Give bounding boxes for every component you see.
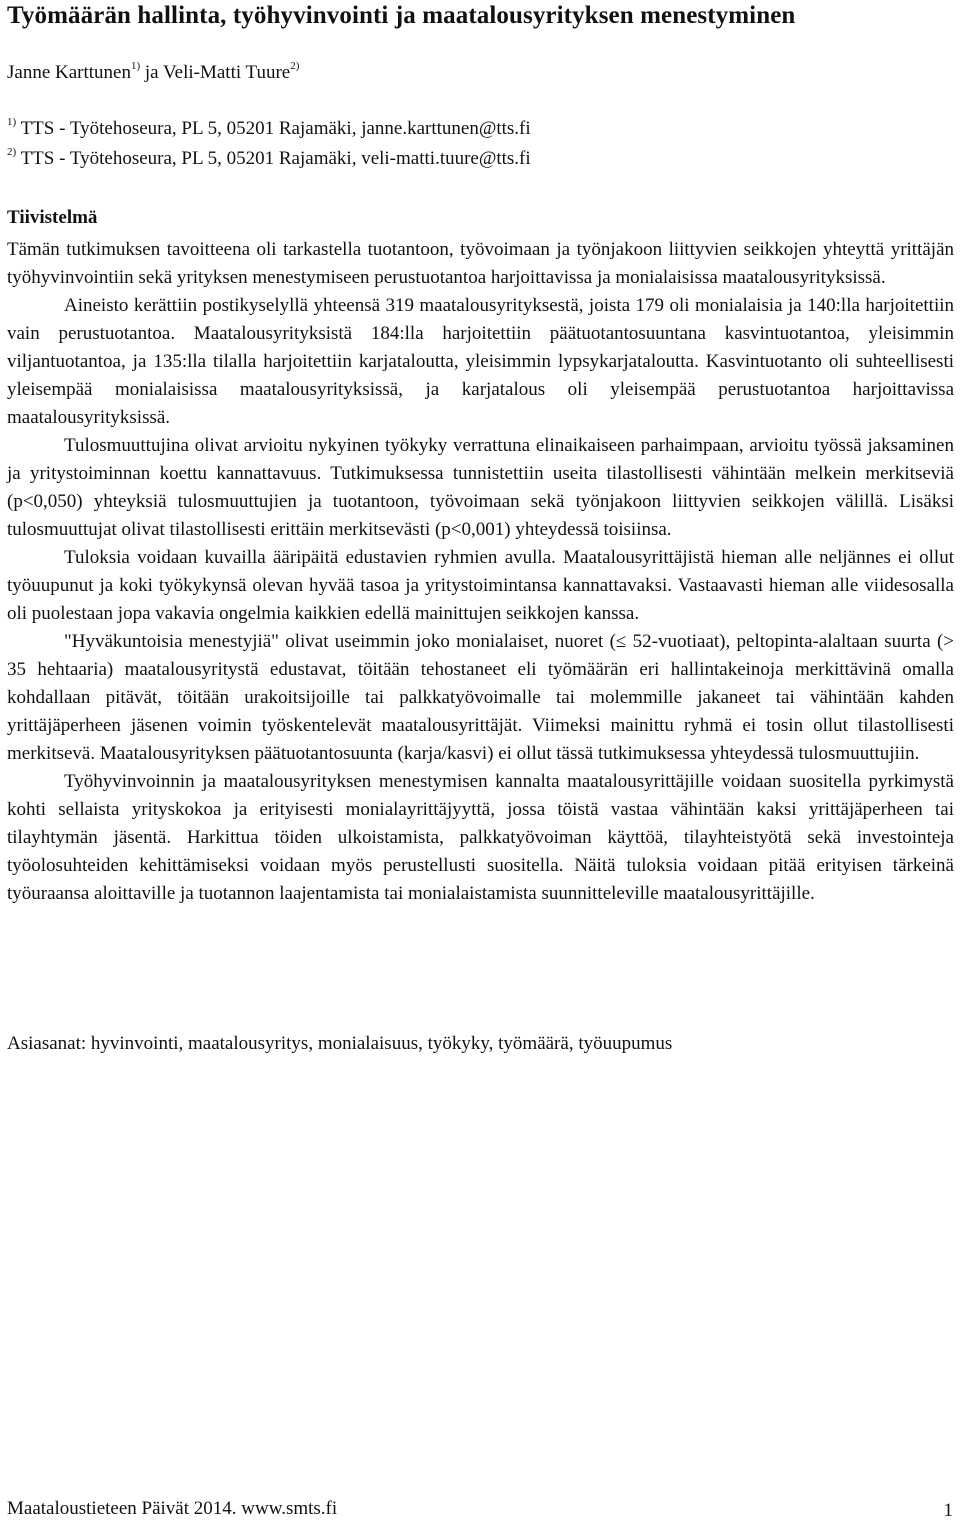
abstract-paragraph: "Hyväkuntoisia menestyjiä" olivat useimmin joko monialaiset, nuoret (≤ 52-vuotiaat), peltopinta-alaltaan suurta (> 35 hehtaaria) maatalousyritystä edustavat, töitään tehostaneet eli työmäärän eri hallintakeinoja merkittävinä omalla kohdallaan pitävät, töitään urakoitsijoille tai palkkatyövoimalle tai molemmille jakaneet tai vähintään kahden yrittäjäperheen jäsenen voimin työskentelevät maatalousyrittäjät. Viimeksi mainittu ryhmä ei tosin ollut tilastollisesti merkitsevä. Maatalousyrityksen päätuotantosuunta (karja/kasvi) ei ollut tässä tutkimuksessa yhteydessä tulosmuuttujiin. (7, 631, 954, 764)
author-2: ja Veli-Matti Tuure (140, 62, 291, 83)
affiliation-2-text: TTS - Työtehoseura, PL 5, 05201 Rajamäki, veli-matti.tuure@tts.fi (16, 148, 531, 169)
abstract-paragraph: Aineisto kerättiin postikyselyllä yhteensä 319 maatalousyrityksestä, joista 179 oli monialaisia ja 140:lla harjoitettiin vain perustuotantoa. Maatalousyrityksistä 184:lla harjoitettiin päätuotantosuuntana kasvintuotantoa, yleisimmin viljantuotantoa, ja 135:lla tilalla harjoitettiin karjataloutta, yleisimmin lypsykarjataloutta. Kasvintuotanto oli suhteellisesti yleisempää monialaisissa maatalousyrityksissä, ja karjatalous oli yleisempää perustuotantoa harjoittavissa maatalousyrityksissä. (7, 295, 954, 428)
author-2-affiliation-mark: 2) (290, 60, 300, 72)
author-line (7, 62, 299, 84)
abstract-paragraph: Tuloksia voidaan kuvailla ääripäitä edustavien ryhmien avulla. Maatalousyrittäjistä hieman alle neljännes ei ollut työuupunut ja koki työkykynsä olevan hyvää tasoa ja yritystoimintansa kannattavaksi. Vastaavasti hieman alle viidesosalla oli puolestaan jopa vakavia ongelmia kaikkien edellä mainittujen seikkojen kanssa. (7, 547, 954, 624)
affiliation-1-text: TTS - Työtehoseura, PL 5, 05201 Rajamäki, janne.karttunen@tts.fi (16, 118, 531, 139)
paper-title: Työmäärän hallinta, työhyvinvointi ja maatalousyrityksen menestyminen (7, 2, 796, 29)
page-number: 1 (943, 1500, 953, 1521)
author-1: Janne Karttunen (7, 62, 131, 83)
affiliation-2-mark: 2) (7, 146, 17, 158)
keywords: Asiasanat: hyvinvointi, maatalousyritys, monialaisuus, työkyky, työmäärä, työuupumus (7, 1033, 673, 1054)
affiliation-1-mark: 1) (7, 116, 17, 128)
affiliation-2 (7, 148, 531, 170)
affiliation-1 (7, 118, 531, 140)
abstract-body (7, 236, 954, 908)
author-1-affiliation-mark: 1) (130, 60, 141, 72)
abstract-heading: Tiivistelmä (7, 207, 98, 228)
abstract-paragraph: Tulosmuuttujina olivat arvioitu nykyinen työkyky verrattuna elinaikaiseen parhaimpaan, arvioitu työssä jaksaminen ja yritystoiminnan koettu kannattavuus. Tutkimuksessa tunnistettiin useita tilastollisesti vähintään melkein merkitseviä (p<0,050) yhteyksiä tulosmuuttujien ja tuotantoon, työvoimaan sekä työnjakoon liittyvien seikkojen välillä. Lisäksi tulosmuuttujat olivat tilastollisesti erittäin merkitsevästi (p<0,001) yhteydessä toisiinsa. (7, 435, 954, 540)
page-footer: Maataloustieteen Päivät 2014. www.smts.fi (7, 1498, 338, 1519)
abstract-paragraph: Tämän tutkimuksen tavoitteena oli tarkastella tuotantoon, työvoimaan ja työnjakoon liittyvien seikkojen yhteyttä yrittäjän työhyvinvointiin sekä yrityksen menestymiseen perustuotantoa harjoittavissa ja monialaisissa maatalousyrityksissä. (7, 239, 954, 288)
abstract-paragraph: Työhyvinvoinnin ja maatalousyrityksen menestymisen kannalta maatalousyrittäjille voidaan suositella pyrkimystä kohti sellaista yrityskokoa ja erityisesti monialayrittäjyyttä, jossa töistä vastaa vähintään kaksi yrittäjäperheen tai tilayhtymän jäsentä. Harkittua töiden ulkoistamista, palkkatyövoiman käyttöä, tilayhteistyötä sekä investointeja työolosuhteiden kehittämiseksi voidaan myös perustellusti suositella. Näitä tuloksia voidaan pitää erityisen tärkeinä työuraansa aloittaville ja tuotannon laajentamista tai monialaistamista suunnitteleville maatalousyrittäjille. (7, 771, 954, 904)
